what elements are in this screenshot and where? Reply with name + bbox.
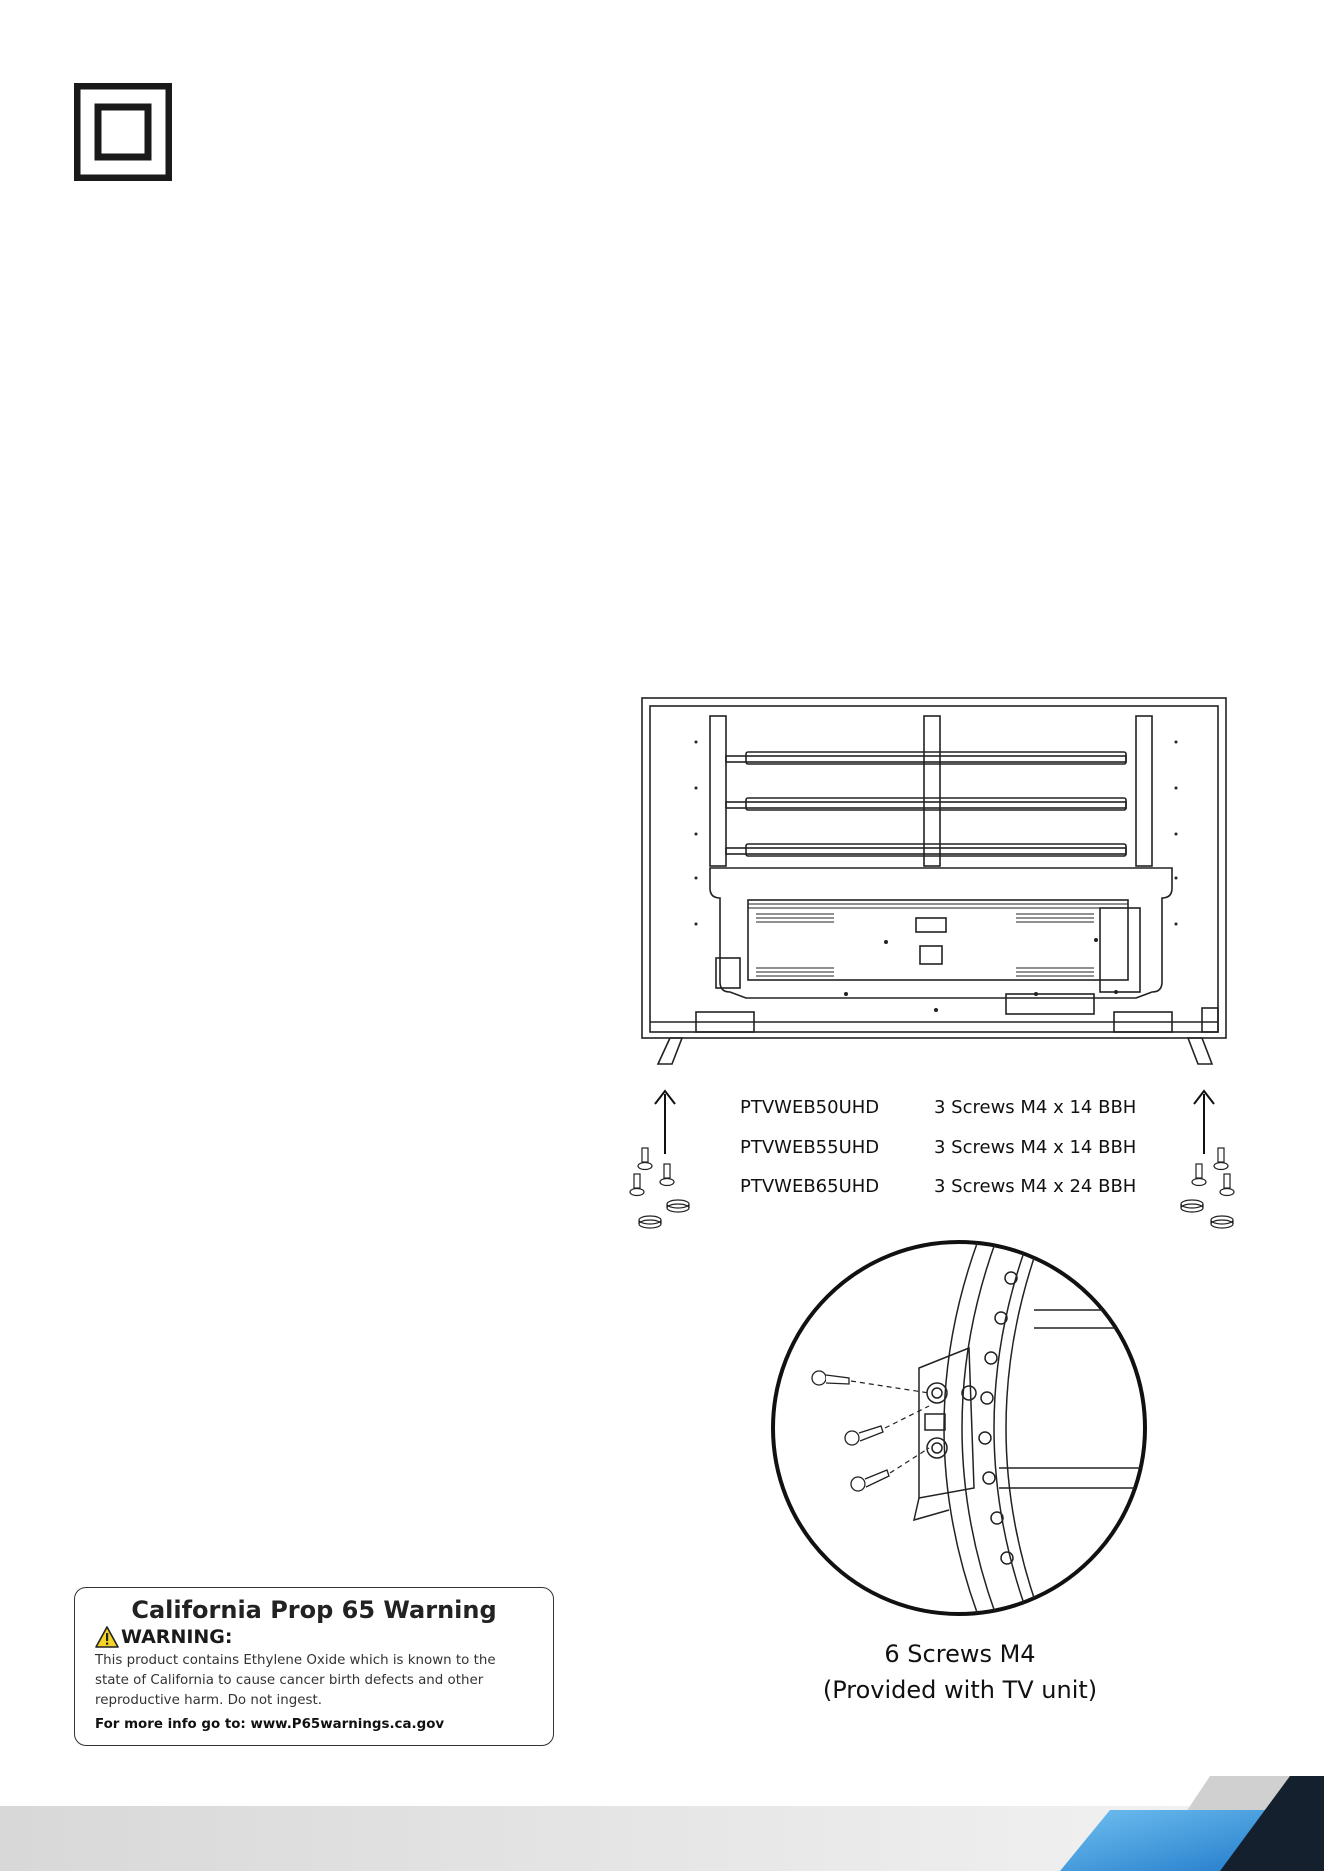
footer-decoration <box>0 1776 1324 1871</box>
spec-screws-3: 3 Screws M4 x 24 BBH <box>934 1176 1137 1197</box>
spec-screws-2: 3 Screws M4 x 14 BBH <box>934 1137 1137 1158</box>
class-2-double-insulation-icon <box>74 83 172 181</box>
screw-icon <box>1172 1140 1242 1230</box>
detail-caption-line1: 6 Screws M4 <box>884 1640 1036 1668</box>
screw-icon <box>628 1140 698 1230</box>
warning-triangle-icon <box>95 1626 119 1648</box>
detail-caption-line2: (Provided with TV unit) <box>822 1676 1098 1704</box>
spec-screws-1: 3 Screws M4 x 14 BBH <box>934 1097 1137 1118</box>
prop65-body: This product contains Ethylene Oxide which is known to the state of California to cause cancer birth defects and other reproductive harm. Do not ingest. <box>95 1653 496 1708</box>
prop65-warning-box <box>74 1587 554 1746</box>
prop65-warning-label: WARNING: <box>121 1626 233 1648</box>
spec-model-2: PTVWEB55UHD <box>740 1137 880 1158</box>
prop65-more-info: For more info go to: www.P65warnings.ca.gov <box>95 1717 445 1732</box>
stand-screw-detail-illustration <box>769 1238 1149 1618</box>
spec-model-1: PTVWEB50UHD <box>740 1097 880 1118</box>
tv-rear-view-illustration <box>636 692 1232 1068</box>
spec-model-3: PTVWEB65UHD <box>740 1176 880 1197</box>
prop65-title: California Prop 65 Warning <box>131 1596 497 1624</box>
